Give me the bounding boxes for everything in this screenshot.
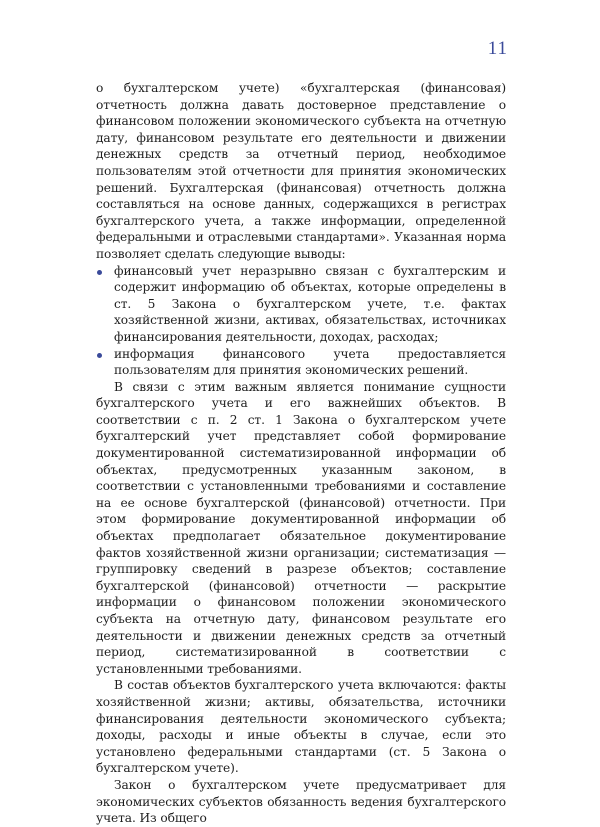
page-number: 11 (487, 38, 508, 59)
bullet-icon (97, 270, 102, 275)
intro-paragraph: о бухгалтерском учете) «бухгалтерская (финансовая) отчетность должна давать достоверное представление о финансовом положении экономического субъекта на отчетную дату, финансовом результате его деятельности и движении денежных средств за отчетный период, необходимое пользователям этой отчетности для принятия экономических решений. Бухгалтерская (финансовая) отчетность должна составляться на основе данных, содержащихся в регистрах бухгалтерского учета, а также информации, определенной федеральными и отраслевыми стандартами». Указанная норма позволяет сделать следующие выводы: (96, 81, 506, 261)
paragraph: В связи с этим важным является понимание сущности бухгалтерского учета и его важнейших объектов. В соответствии с п. 2 ст. 1 Закона о бухгалтерском учете бухгалтерский учет представляет собой формирование документированной систематизированной информации об объектах, предусмотренных указанным законом, в соответствии с установленными требованиями и составление на ее основе бухгалтерской (финансовой) отчетности. При этом формирование документированной информации об объектах предполагает обязательное документирование фактов хозяйственной жизни организации; систематизация — группировку сведений в разрезе объектов; составление бухгалтерской (финансовой) отчетности — раскрытие информации о финансовом положении экономического субъекта на отчетную дату, финансовом результате его деятельности и движении денежных средств за отчетный период, систематизированной в соответствии с установленными требованиями. (96, 379, 506, 676)
list-item-text: информация финансового учета предоставляется пользователям для принятия экономических решений. (114, 346, 506, 378)
list-item (96, 263, 506, 346)
list-item-text: финансовый учет неразрывно связан с бухгалтерским и содержит информацию об объектах, которые определены в ст. 5 Закона о бухгалтерском учете, т.е. фактах хозяйственной жизни, активах, обязательствах, источниках финансирования деятельности, доходах, расходах; (114, 263, 506, 344)
paragraph: В состав объектов бухгалтерского учета включаются: факты хозяйственной жизни; активы, обязательства, источники финансирования деятельности экономического субъекта; доходы, расходы и иные объекты в случае, если это установлено федеральными стандартами (ст. 5 Закона о бухгалтерском учете). (96, 678, 506, 776)
paragraph: Закон о бухгалтерском учете предусматривает для экономических субъектов обязанность ведения бухгалтерского учета. Из общего (96, 777, 506, 826)
bullet-icon (97, 353, 102, 358)
list-item (96, 346, 506, 379)
body-text (96, 80, 506, 827)
conclusions-list (96, 263, 506, 379)
